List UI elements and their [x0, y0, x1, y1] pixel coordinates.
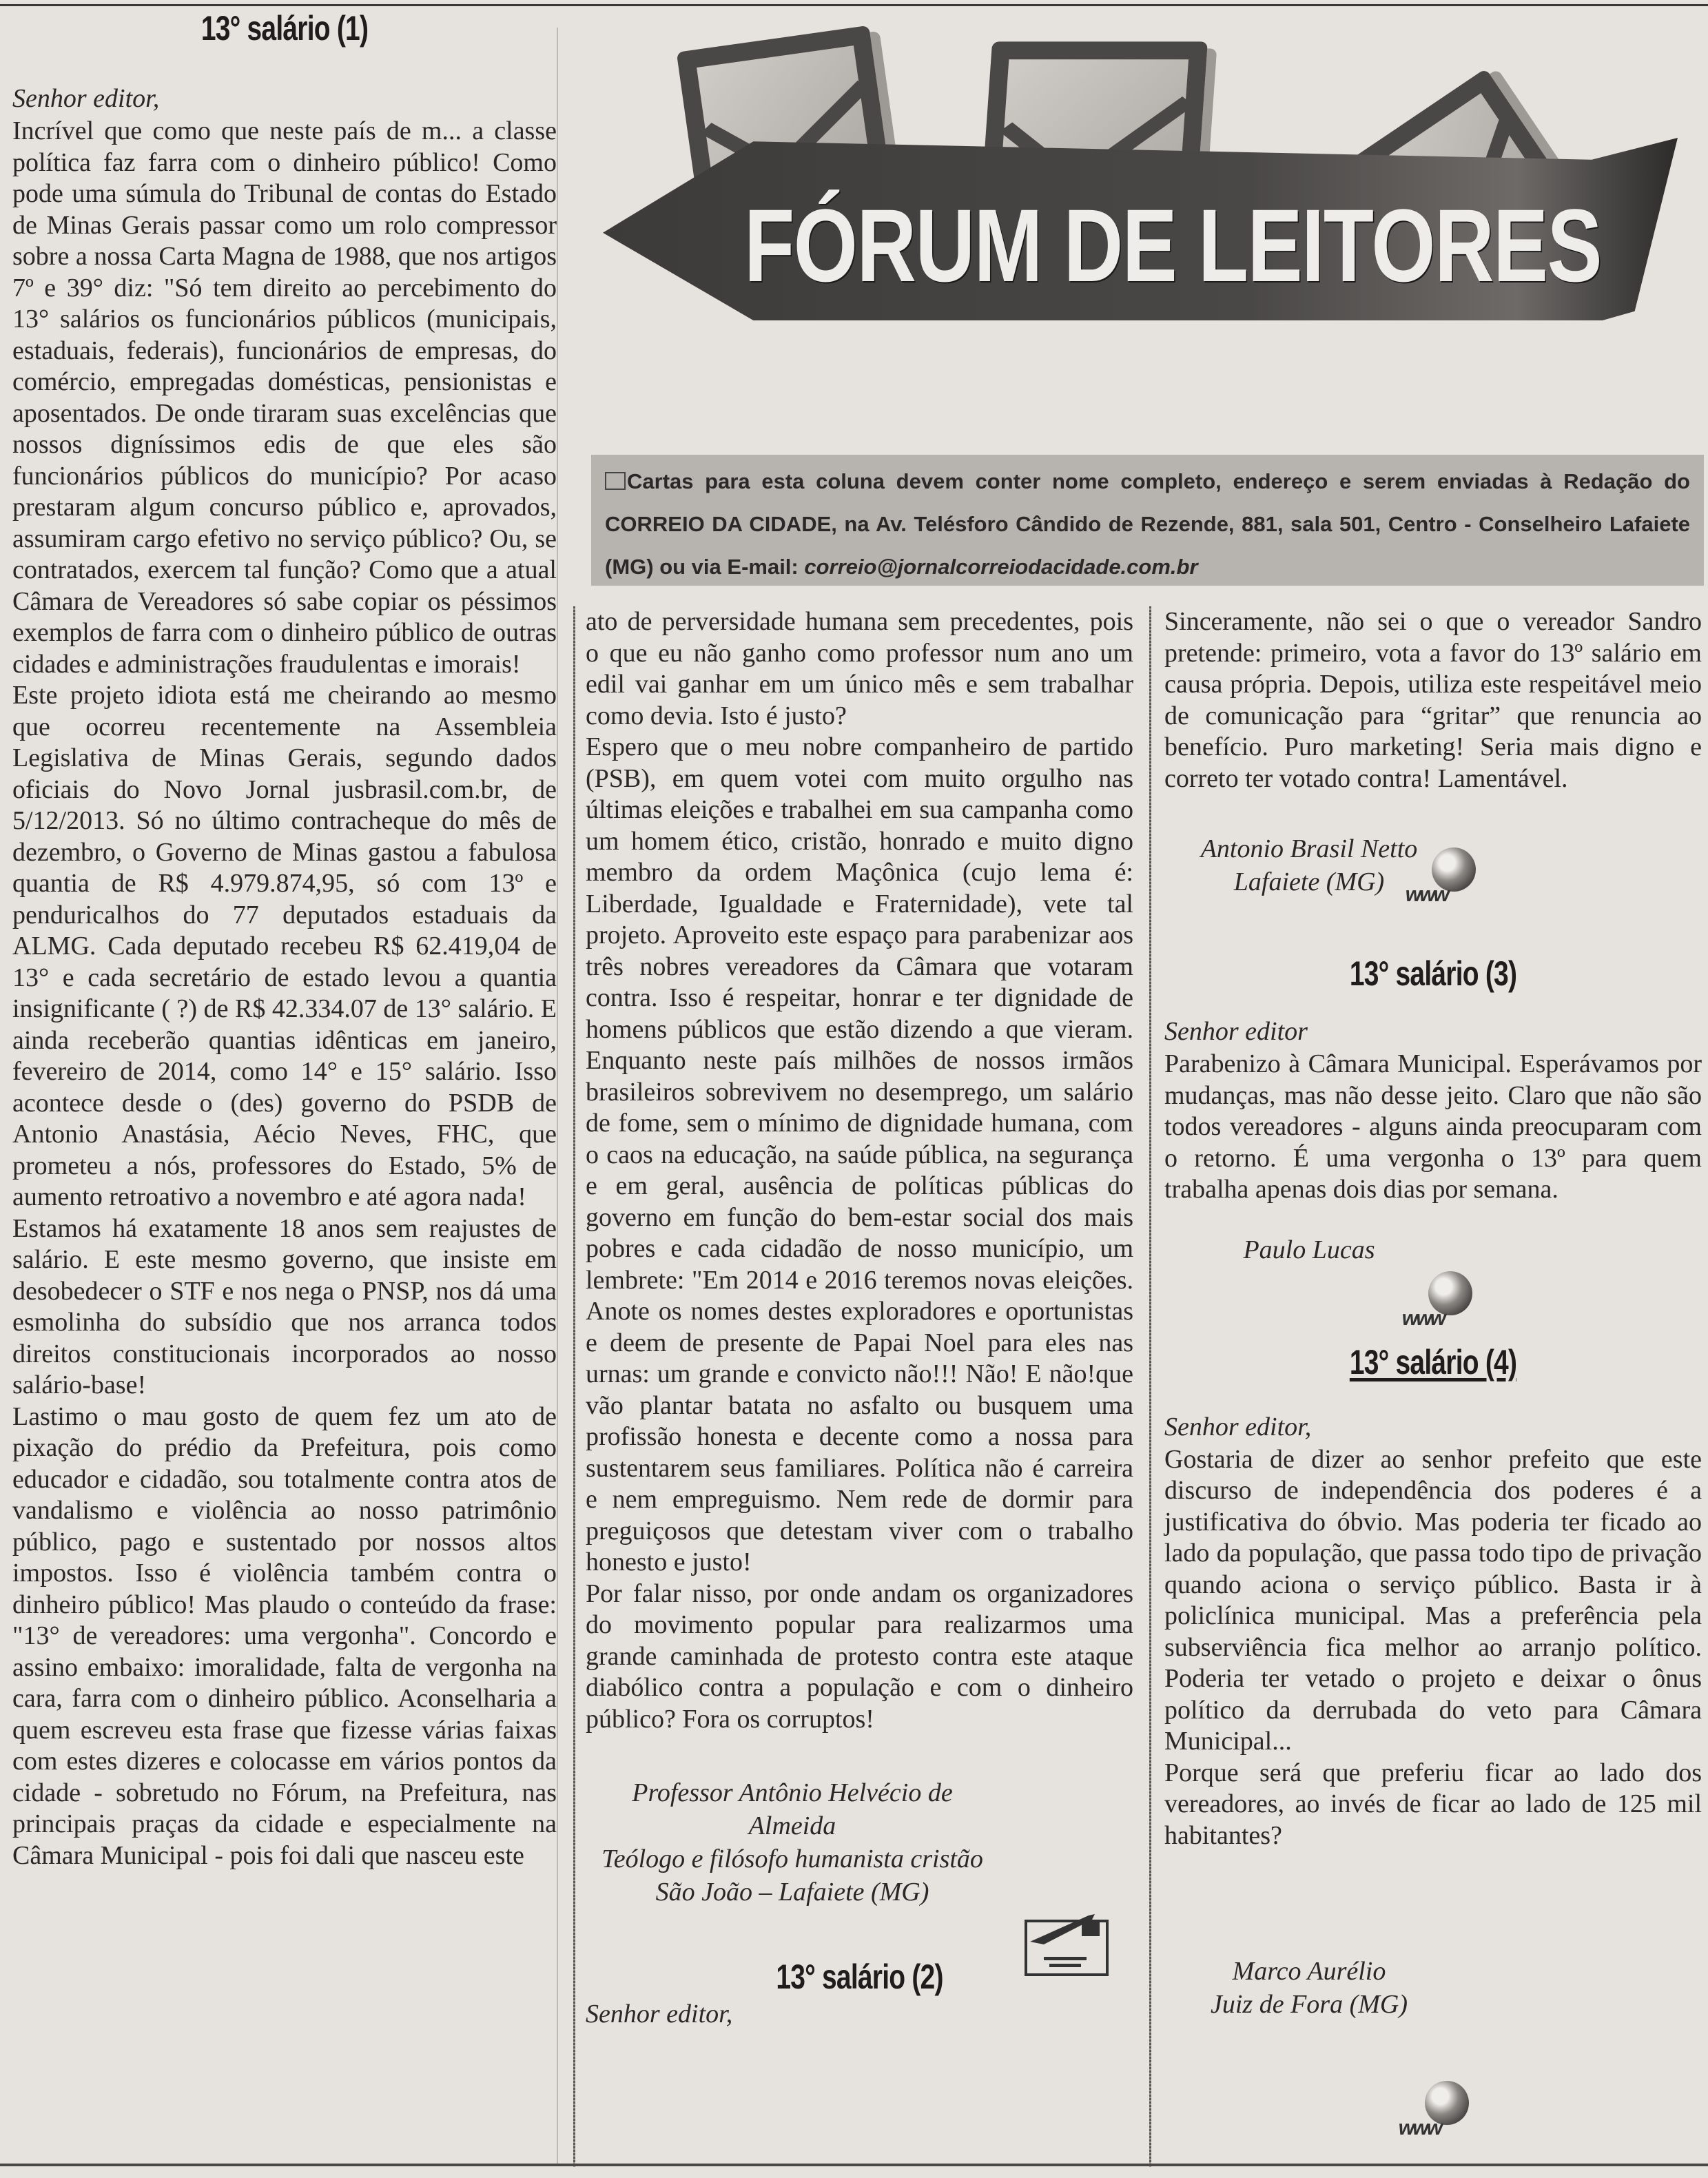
letter-1-paragraph: Lastimo o mau gosto de quem fez um ato de pixação do prédio da Prefeitura, pois como educador e cidadão, sou totalmente contra atos de vandalismo e violência ao nosso patrimônio público, pago e sustentado por nossos altos impostos. Isso é violência também contra o dinheiro público! Mas plaudo o conteúdo da frase: "13° de vereadores: uma vergonha". Concordo e assino embaixo: imoralidade, falta de vergonha na cara, farra com o dinheiro público. Aconselharia a quem escreveu esta frase que fizesse várias faixas com estes dizeres e colocasse em vários pontos da cidade - sobretudo no Fórum, na Prefeitura, nas principais praças da cidade e especialmente na Câmara Municipal - pois foi dali que nasceu este [12, 1401, 557, 1870]
column-divider [557, 28, 558, 2164]
letter-2-salutation: Senhor editor, [586, 2000, 733, 2028]
letter-1-paragraph: Este projeto idiota está me cheirando ao mesmo que ocorreu recentemente na Assembleia Legislativa de Minas Gerais, segundo dados oficiais do Novo Jornal jusbrasil.com.br, de 5/12/2013. Só no último contracheque do mês de dezembro, o Governo de Minas gastou a fabulosa quantia de R$ 4.979.874,95, só com 13º e penduricalhos do 77 deputados estaduais da ALMG. Cada deputado recebeu R$ 62.419,04 de 13° e cada secretário de estado levou a quantia insignificante ( ?) de R$ 42.334.07 de 13° salário. E ainda receberão quantias idênticas em janeiro, fevereiro de 2014, como 14° e 15° salário. Isso acontece desde o (des) governo do PSDB de Antonio Anastásia, Aécio Neves, FHC, que prometeu a nós, professores do Estado, 5% de aumento retroativo a novembro e até agora nada! [12, 681, 557, 1211]
letter-1-paragraph: Incrível que como que neste país de m... a classe política faz farra com o dinheiro público! Como pode uma súmula do Tribunal de contas do Estado de Minas Gerais passar como um rolo compressor sobre a nossa Carta Magna de 1988, que nos artigos 7º e 39° diz: "Só tem direito ao percebimento do 13° salários os funcionários públicos (municipais, estaduais, federais), funcionários de empresas, do comércio, empregadas domésticas, pensionistas e aposentados. De onde tiraram suas excelências que nossos digníssimos edis de que eles são funcionários públicos do município? Por acaso prestaram algum concurso público e, aprovados, assumiram cargo efetivo no serviço público? Ou, se contratados, exercem tal função? Como que a atual Câmara de Vereadores só sabe copiar os péssimos exemplos de farra com o dinheiro público de outras cidades e administrações fraudulentas e imorais! [12, 116, 557, 679]
pen-letter-icon [1023, 1909, 1109, 1977]
submission-info-text: Cartas para esta coluna devem conter nome completo, endereço e serem enviadas à Redação do CORREIO DA CIDADE, na Av. Telésforo Cândido de Rezende, 881, sala 501, Centro - Conselheiro Lafaiete (MG) ou via E-mail: [605, 469, 1690, 579]
letter-3-headline: 13° salário (3) [1349, 954, 1517, 993]
www-globe-icon: www [1399, 2081, 1474, 2143]
letter-2-headline: 13° salário (2) [776, 1958, 943, 1996]
signature-location: Lafaiete (MG) [1233, 867, 1385, 896]
signature-title: Teólogo e filósofo humanista cristão [601, 1845, 983, 1873]
www-globe-icon: www [1402, 1271, 1478, 1333]
letter-1-salutation: Senhor editor, [12, 84, 160, 113]
letter-4-paragraph: Porque será que preferiu ficar ao lado dos vereadores, ao invés de ficar ao lado de 125 mil habitantes? [1164, 1758, 1702, 1850]
letter-4-headline: 13° salário (4) [1349, 1342, 1517, 1381]
letter-3-paragraph: Parabenizo à Câmara Municipal. Esperávamos por mudanças, mas não desse jeito. Claro que não são todos vereadores - alguns ainda preocuparam com o retorno. É uma vergonha o 13º para quem trabalha apenas dois dias por semana. [1164, 1049, 1702, 1204]
signature-name: Paulo Lucas [1243, 1235, 1375, 1264]
letter-4-signature [1164, 1955, 1454, 2021]
www-globe-icon: www [1406, 847, 1481, 910]
letter-1-paragraph: Por falar nisso, por onde andam os organizadores do movimento popular para realizarmos uma grande caminhada de protesto contra este ataque diabólico contra a população e com o dinheiro público? Fora os corruptos! [586, 1579, 1133, 1734]
mail-icon [605, 472, 626, 490]
signature-location: Juiz de Fora (MG) [1211, 1990, 1408, 2019]
letter-1-headline: 13° salário (1) [200, 9, 369, 48]
contact-email-link[interactable]: correio@jornalcorreiodacidade.com.br [804, 555, 1198, 579]
column-divider [1149, 606, 1151, 2167]
submission-info-box [591, 455, 1704, 586]
signature-name: Professor Antônio Helvécio de Almeida [632, 1778, 953, 1840]
letter-1-column [12, 8, 557, 1871]
letter-1-signature [586, 1776, 999, 1909]
letter-2-paragraph: Sinceramente, não sei o que o vereador Sandro pretende: primeiro, vota a favor do 13º salário em causa própria. Depois, utiliza este respeitável meio de comunicação para “gritar” que renuncia ao benefício. Puro marketing! Seria mais digno e correto ter votado contra! Lamentável. [1164, 607, 1702, 793]
letter-3-salutation: Senhor editor [1164, 1017, 1308, 1046]
bottom-rule [0, 2164, 1708, 2166]
column-divider [573, 606, 575, 2167]
letter-1-continued-column [586, 606, 1133, 2031]
letter-1-paragraph: Estamos há exatamente 18 anos sem reajustes de salário. E este mesmo governo, que insiste em desobedecer o STF e nos nega o PNSP, nos dá uma esmolinha do subsídio que nos arranca todos direitos constitucionais incorporados ao nosso salário-base! [12, 1213, 557, 1399]
letter-1-paragraph: Espero que o meu nobre companheiro de partido (PSB), em quem votei com muito orgulho nas últimas eleições e trabalhei em sua campanha como um homem ético, cristão, honrado e muito digno membro da ordem Maçônica (cujo lema é: Liberdade, Igualdade e Fraternidade), vete tal projeto. Aproveito este espaço para parabenizar aos três nobres vereadores da Câmara que votaram contra. Isso é respeitar, honrar e ter dignidade de homens públicos que estão dizendo a que vieram. Enquanto neste país milhões de nossos irmãos brasileiros sobrevivem no desemprego, um salário de fome, sem o mínimo de dignidade humana, com o caos na educação, na saúde pública, na segurança e em geral, ausência de políticas públicas do governo em função do bem-estar social dos mais pobres e cada cidadão de nosso município, um lembrete: "Em 2014 e 2016 teremos novas eleições. Anote os nomes destes exploradores e oportunistas e deem de presente de Papai Noel para eles nas urnas: um grande e convicto não!!! Não! E não!que vão plantar batata no asfalto ou busquem uma profissão honesta e decente como a nossa para sustentarem seus familiares. Política não é carreira e nem empreguismo. Nem rede de dormir para preguiçosos que detestam viver com o trabalho honesto e justo! [586, 732, 1133, 1576]
signature-name: Antonio Brasil Netto [1200, 834, 1418, 863]
signature-name: Marco Aurélio [1232, 1957, 1386, 1986]
letter-4-paragraph: Gostaria de dizer ao senhor prefeito que este discurso de independência dos poderes é a justificativa do óbvio. Mas poderia ter ficado ao lado da população, que passa todo tipo de privação quando aciona o serviço público. Basta ir à policlínica municipal. Mas a preferência pela subserviência fica melhor ao arranjo político. Poderia ter vetado o projeto e deixar o ônus político da derrubada do veto para Câmara Municipal... [1164, 1444, 1702, 1756]
letter-4-salutation: Senhor editor, [1164, 1412, 1312, 1441]
section-title: FÓRUM DE LEITORES [744, 187, 1601, 303]
letter-3-signature [1164, 1233, 1454, 1266]
signature-location: São João – Lafaiete (MG) [655, 1878, 929, 1907]
letter-1-paragraph: ato de perversidade humana sem precedentes, pois o que eu não ganho como professor num ano um edil vai ganhar em um único mês e sem trabalhar como devia. Isto é justo? [586, 607, 1133, 730]
